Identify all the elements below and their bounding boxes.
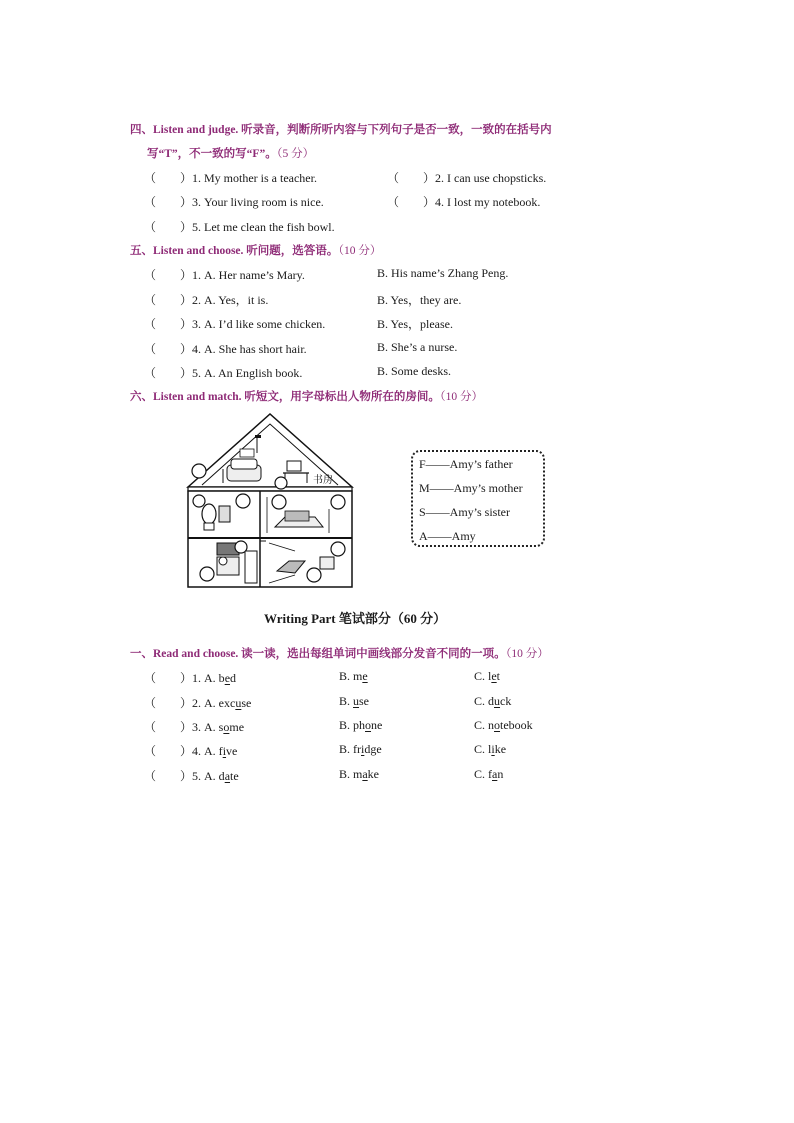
part-six-title: 六、Listen and match. 听短文，用字母标出人物所在的房间。（10 分） bbox=[130, 391, 483, 403]
part-four-title-line2: 写“T”，不一致的写“F”。（5 分） bbox=[147, 148, 315, 160]
read-choose-row-4-b: B. fridge bbox=[339, 742, 382, 756]
read-choose-row-3-c: C. notebook bbox=[474, 718, 533, 732]
read-choose-row-5-b: B. make bbox=[339, 767, 379, 781]
read-choose-row-3-b: B. phone bbox=[339, 718, 383, 732]
legend-amy: A——Amy bbox=[419, 529, 476, 543]
read-choose-row-5: （ ）5. A. date bbox=[144, 769, 239, 783]
part-five-q5: （ ）5. A. An English book. bbox=[144, 366, 303, 380]
read-choose-row-5-c: C. fan bbox=[474, 767, 504, 781]
part-four-item-3: （ ）3. Your living room is nice. bbox=[144, 195, 324, 209]
legend-father: F——Amy’s father bbox=[419, 457, 513, 471]
part-five-q2: （ ）2. A. Yes，it is. bbox=[144, 293, 269, 307]
person-legend bbox=[411, 450, 545, 547]
house-illustration bbox=[185, 411, 355, 589]
legend-mother: M——Amy’s mother bbox=[419, 481, 523, 495]
part-five-b1: B. His name’s Zhang Peng. bbox=[377, 266, 509, 280]
read-choose-row-2-c: C. duck bbox=[474, 694, 512, 708]
part-four-item-4: （ ）4. I lost my notebook. bbox=[387, 195, 541, 209]
part-five-title: 五、Listen and choose. 听问题，选答语。（10 分） bbox=[130, 245, 382, 257]
part-four-item-1: （ ）1. My mother is a teacher. bbox=[144, 171, 317, 185]
read-choose-row-3: （ ）3. A. some bbox=[144, 720, 245, 734]
part-four-item-5: （ ）5. Let me clean the fish bowl. bbox=[144, 220, 335, 234]
read-choose-title: 一、Read and choose. 读一读，选出每组单词中画线部分发音不同的一项。（10 分） bbox=[130, 648, 549, 660]
read-choose-row-1: （ ）1. A. bed bbox=[144, 671, 237, 685]
study-label: 书房 bbox=[313, 475, 333, 486]
part-five-b3: B. Yes，please. bbox=[377, 317, 454, 331]
part-five-b2: B. Yes，they are. bbox=[377, 293, 462, 307]
read-choose-row-2-b: B. use bbox=[339, 694, 370, 708]
part-four-item-2: （ ）2. I can use chopsticks. bbox=[387, 171, 547, 185]
part-five-q3: （ ）3. A. I’d like some chicken. bbox=[144, 317, 326, 331]
read-choose-row-2: （ ）2. A. excuse bbox=[144, 696, 252, 710]
read-choose-row-4-c: C. like bbox=[474, 742, 507, 756]
read-choose-row-1-b: B. me bbox=[339, 669, 368, 683]
part-five-b5: B. Some desks. bbox=[377, 364, 452, 378]
legend-sister: S——Amy’s sister bbox=[419, 505, 511, 519]
part-five-q1: （ ）1. A. Her name’s Mary. bbox=[144, 268, 305, 282]
writing-part-title: Writing Part 笔试部分（60 分） bbox=[264, 611, 447, 626]
part-five-b4: B. She’s a nurse. bbox=[377, 340, 458, 354]
part-five-q4: （ ）4. A. She has short hair. bbox=[144, 342, 307, 356]
read-choose-row-4: （ ）4. A. five bbox=[144, 744, 238, 758]
read-choose-row-1-c: C. let bbox=[474, 669, 501, 683]
part-four-title: 四、Listen and judge. 听录音，判断所听内容与下列句子是否一致，一致的在括号内 bbox=[130, 124, 552, 136]
